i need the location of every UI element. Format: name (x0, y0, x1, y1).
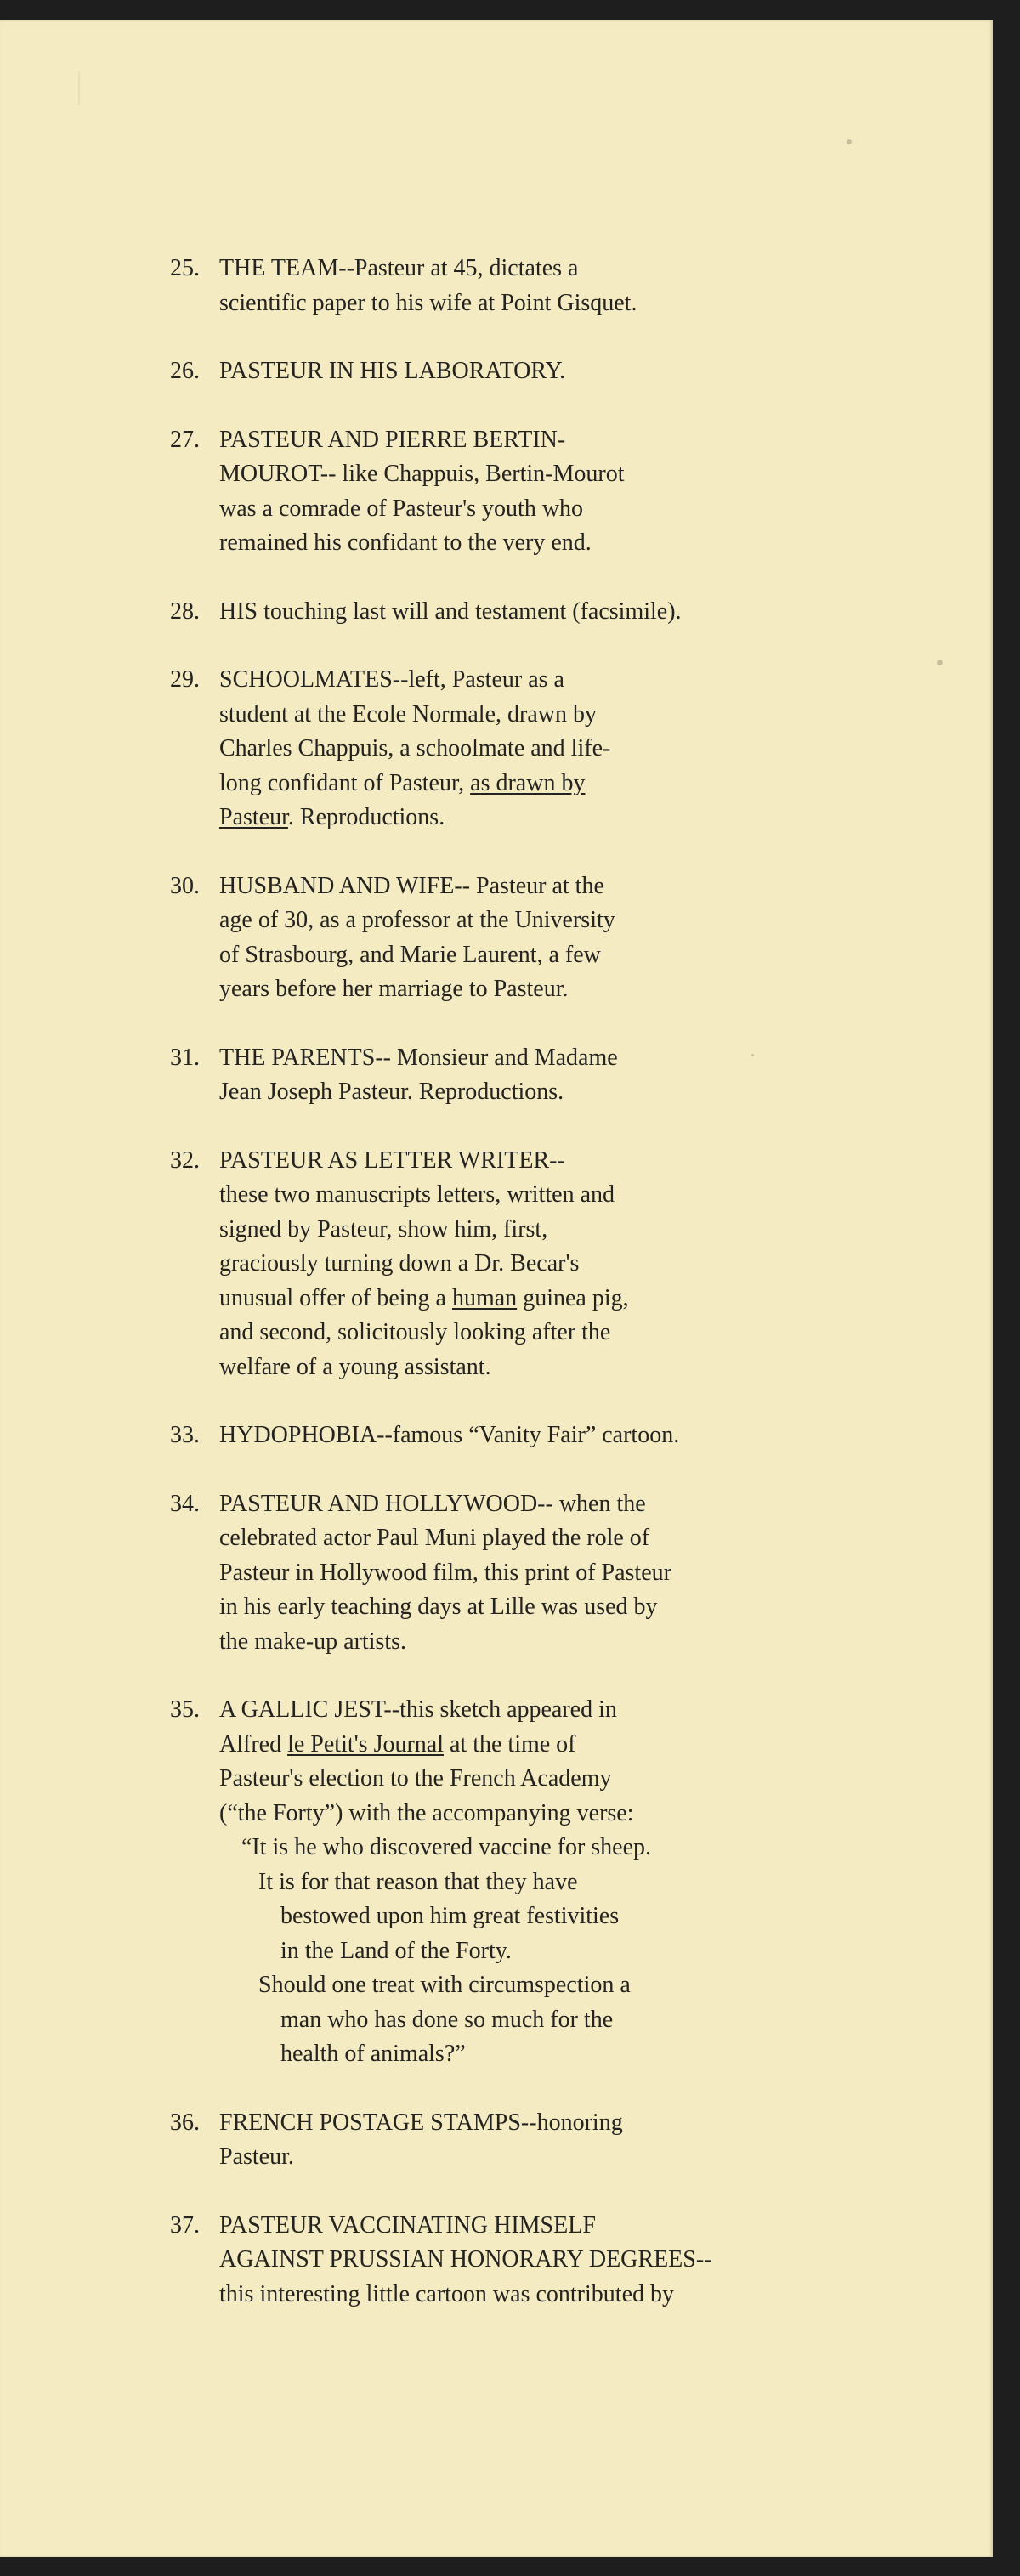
list-item: 34. PASTEUR AND HOLLYWOOD-- when the celebrated actor Paul Muni played the role of Pasteur in Hollywood film, this print of Pasteur in his early teaching days at Lille was used by the make-up artists. (170, 1487, 816, 1660)
underlined-text: human (451, 1284, 518, 1311)
list-item: 26. PASTEUR IN HIS LABORATORY. (170, 354, 816, 389)
item-number: 31. (170, 1044, 200, 1071)
item-number: 30. (170, 872, 200, 899)
list-item: 29. SCHOOLMATES--left, Pasteur as a student at the Ecole Normale, drawn by Charles Chappuis, a schoolmate and life- long confidant of Pasteur, as drawn by Pasteur. Reproductions. (170, 663, 816, 835)
list-item: 31. THE PARENTS-- Monsieur and Madame Jean Joseph Pasteur. Reproductions. (170, 1041, 816, 1110)
list-item: 30. HUSBAND AND WIFE-- Pasteur at the age of 30, as a professor at the University of Strasbourg, and Marie Laurent, a few years before her marriage to Pasteur. (170, 869, 816, 1007)
underlined-text: Pasteur (219, 804, 288, 830)
list-item: 33. HYDOPHOBIA--famous “Vanity Fair” cartoon. (170, 1418, 816, 1453)
item-number: 28. (170, 597, 200, 625)
list-item: 28. HIS touching last will and testament (facsimile). (170, 595, 816, 630)
item-number: 34. (170, 1490, 200, 1517)
list-item: 32. PASTEUR AS LETTER WRITER-- these two manuscripts letters, written and signed by Pasteur, show him, first, graciously turning down a Dr. Becar's unusual offer of being a human guinea pig, and second, solicitously looking after the welfare of a young assistant. (170, 1144, 816, 1385)
paper-speck (937, 660, 943, 665)
list-item: 25. THE TEAM--Pasteur at 45, dictates a scientific paper to his wife at Point Gisquet. (170, 252, 816, 320)
list-item: 37. PASTEUR VACCINATING HIMSELF AGAINST PRUSSIAN HONORARY DEGREES-- this interesting little cartoon was contributed by (170, 2209, 816, 2313)
item-number: 36. (170, 2109, 200, 2136)
item-number: 26. (170, 358, 200, 384)
paper-speck (847, 139, 852, 144)
item-number: 25. (170, 255, 200, 281)
verse-quote: “It is he who discovered vaccine for sheep. It is for that reason that they have bestowed upon him great festivities in the Land of the Forty. Should one treat with circumspection a man who has done so much for the health of animals?” (241, 1834, 652, 2067)
item-number: 33. (170, 1422, 200, 1448)
item-number: 27. (170, 426, 200, 453)
item-number: 32. (170, 1146, 200, 1174)
underlined-text: le Petit's Journal (287, 1730, 444, 1758)
list-item: 35. A GALLIC JEST--this sketch appeared in Alfred le Petit's Journal at the time of Pasteur's election to the French Academy (“the Forty”) with the accompanying verse: “It is he who discovered vaccine for sheep. It is for that reason that they have bestowed upon him great festivities in the Land of the Forty. Should one treat with circumspection a man who has done so much for the health of animals?” (170, 1693, 816, 2072)
list-item: 27. PASTEUR AND PIERRE BERTIN- MOUROT-- like Chappuis, Bertin-Mourot was a comrade of Pasteur's youth who remained his confidant to the very end. (170, 423, 816, 561)
captions-list (170, 252, 816, 2346)
item-number: 35. (170, 1696, 200, 1723)
item-number: 37. (170, 2211, 200, 2239)
list-item: 36. FRENCH POSTAGE STAMPS--honoring Pasteur. (170, 2106, 816, 2175)
item-number: 29. (170, 666, 200, 693)
underlined-text: as drawn by (470, 769, 586, 796)
